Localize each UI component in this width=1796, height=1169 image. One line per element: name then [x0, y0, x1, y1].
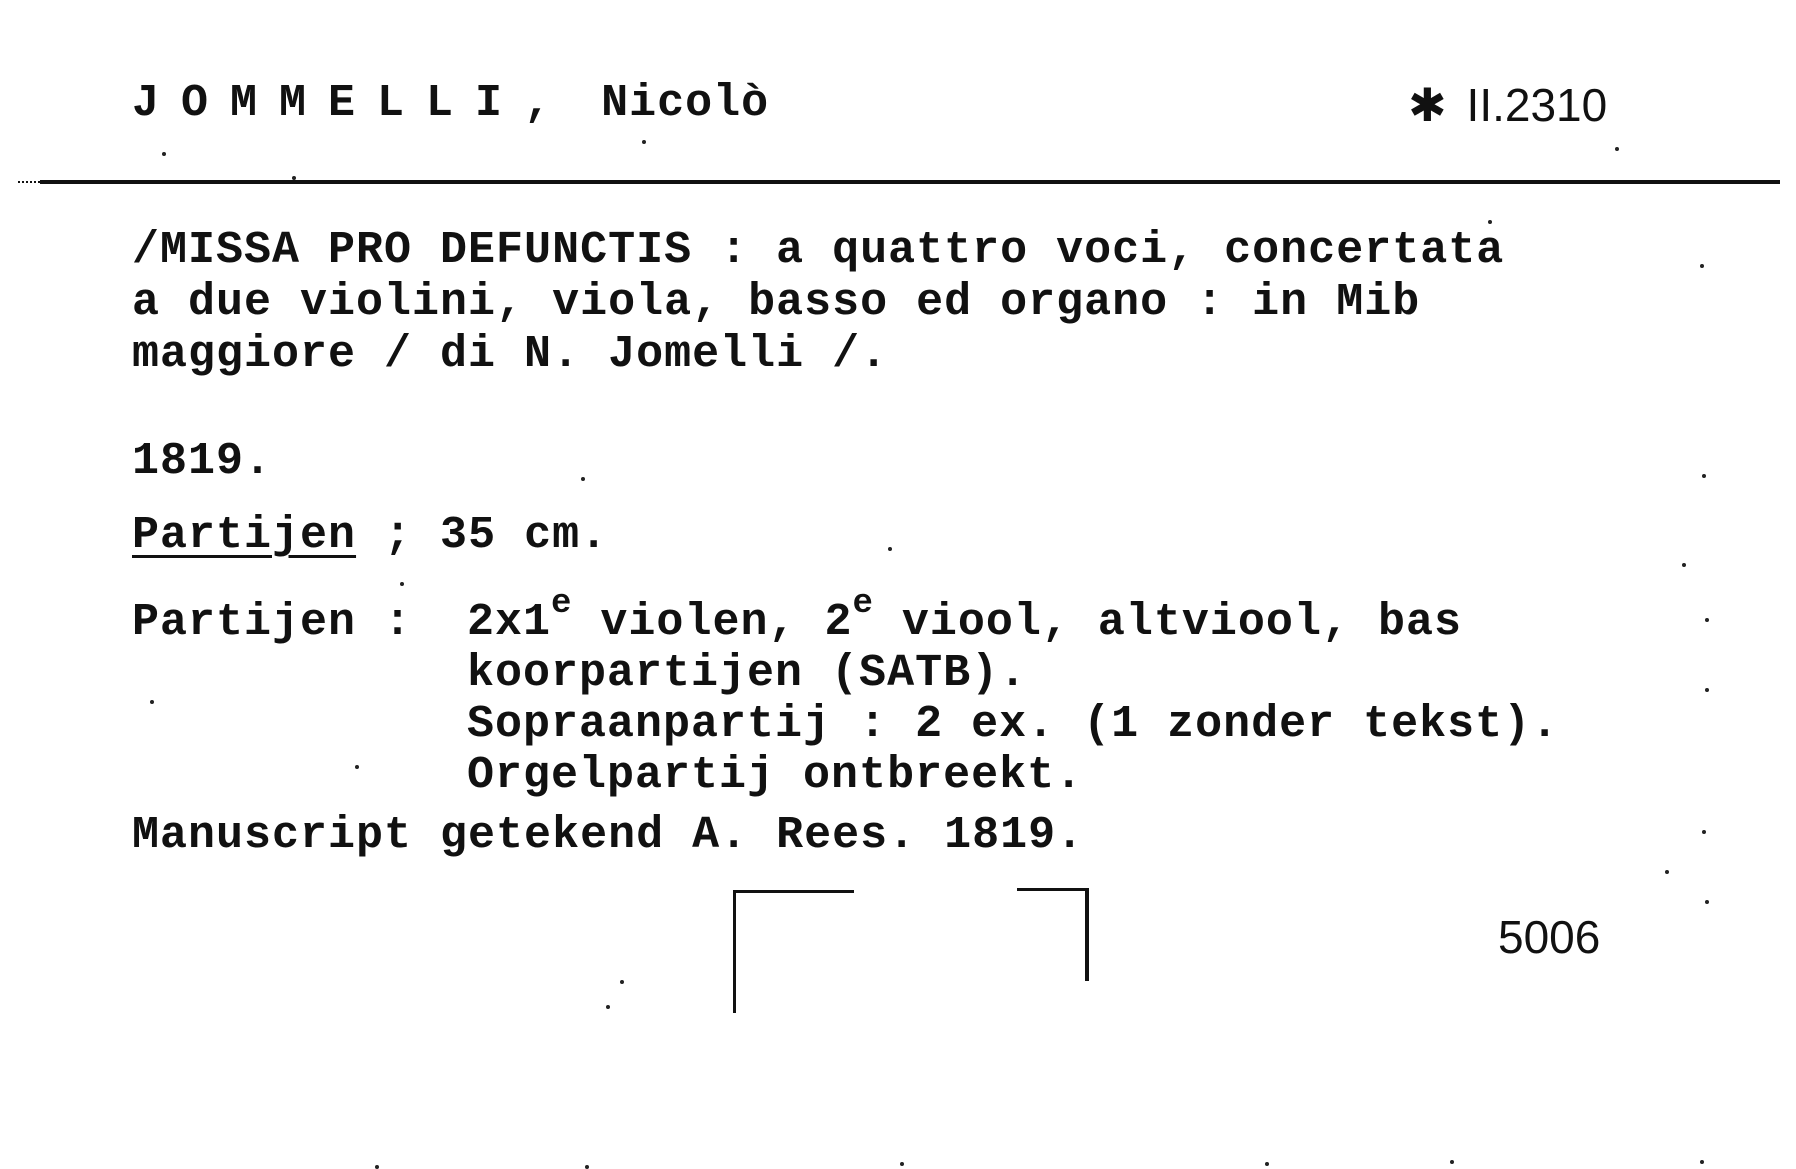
parts-line: Sopraanpartij : 2 ex. (1 zonder tekst).: [467, 699, 1560, 750]
scan-speck: [400, 582, 404, 586]
shelfmark: [1408, 78, 1607, 132]
title-statement: [132, 225, 1504, 381]
left-bracket-mark: [733, 890, 854, 1013]
parts-text: violen, 2: [572, 597, 853, 648]
scan-speck: [1265, 1162, 1269, 1166]
scan-speck: [1705, 688, 1709, 692]
collation-line: [132, 510, 608, 561]
scan-speck: [162, 152, 166, 156]
scan-speck: [1702, 474, 1706, 478]
scan-speck: [1488, 220, 1492, 224]
scan-speck: [1700, 264, 1704, 268]
card-number: 5006: [1498, 911, 1601, 963]
collation-size: ; 35 cm.: [356, 510, 609, 561]
scan-speck: [1702, 830, 1706, 834]
author-heading: [132, 78, 769, 129]
title-line: /MISSA PRO DEFUNCTIS : a quattro voci, concertata: [132, 225, 1505, 276]
date-line: 1819.: [132, 436, 273, 487]
parts-line: [132, 585, 1559, 648]
parts-line: koorpartijen (SATB).: [467, 648, 1028, 699]
right-bracket-mark: [1017, 888, 1089, 981]
scan-speck: [1705, 900, 1709, 904]
scan-speck: [581, 477, 585, 481]
scan-speck: [292, 176, 296, 180]
parts-text: viool, altviool, bas: [873, 597, 1462, 648]
scan-speck: [1682, 563, 1686, 567]
ordinal-superscript: e: [551, 585, 573, 623]
scan-speck: [1450, 1160, 1454, 1164]
heading-rule-dash: [18, 181, 48, 183]
scan-speck: [1700, 1160, 1704, 1164]
scan-speck: [1705, 618, 1709, 622]
asterisk-icon: ✱: [1408, 78, 1447, 132]
collation-term: Partijen: [132, 510, 357, 561]
parts-label: Partijen :: [132, 597, 413, 648]
scan-speck: [150, 700, 154, 704]
scan-speck: [606, 1005, 610, 1009]
scan-speck: [1665, 870, 1669, 874]
scan-speck: [620, 980, 624, 984]
title-line: a due violini, viola, basso ed organo : in Mib: [132, 277, 1421, 328]
title-line: maggiore / di N. Jomelli /.: [132, 329, 889, 380]
author-surname: JOMMELLI,: [132, 78, 574, 129]
parts-text: 2x1: [467, 597, 552, 648]
scan-speck: [355, 765, 359, 769]
scan-speck: [900, 1162, 904, 1166]
scan-speck: [888, 547, 892, 551]
shelfmark-number: II.2310: [1466, 79, 1608, 131]
parts-line: Orgelpartij ontbreekt.: [467, 750, 1084, 801]
author-forename: Nicolò: [601, 78, 770, 129]
ordinal-superscript: e: [852, 585, 874, 623]
scan-speck: [642, 140, 646, 144]
scan-speck: [1615, 147, 1619, 151]
parts-note: [132, 585, 1559, 801]
manuscript-note: Manuscript getekend A. Rees. 1819.: [132, 810, 1085, 861]
heading-rule: [40, 180, 1780, 184]
